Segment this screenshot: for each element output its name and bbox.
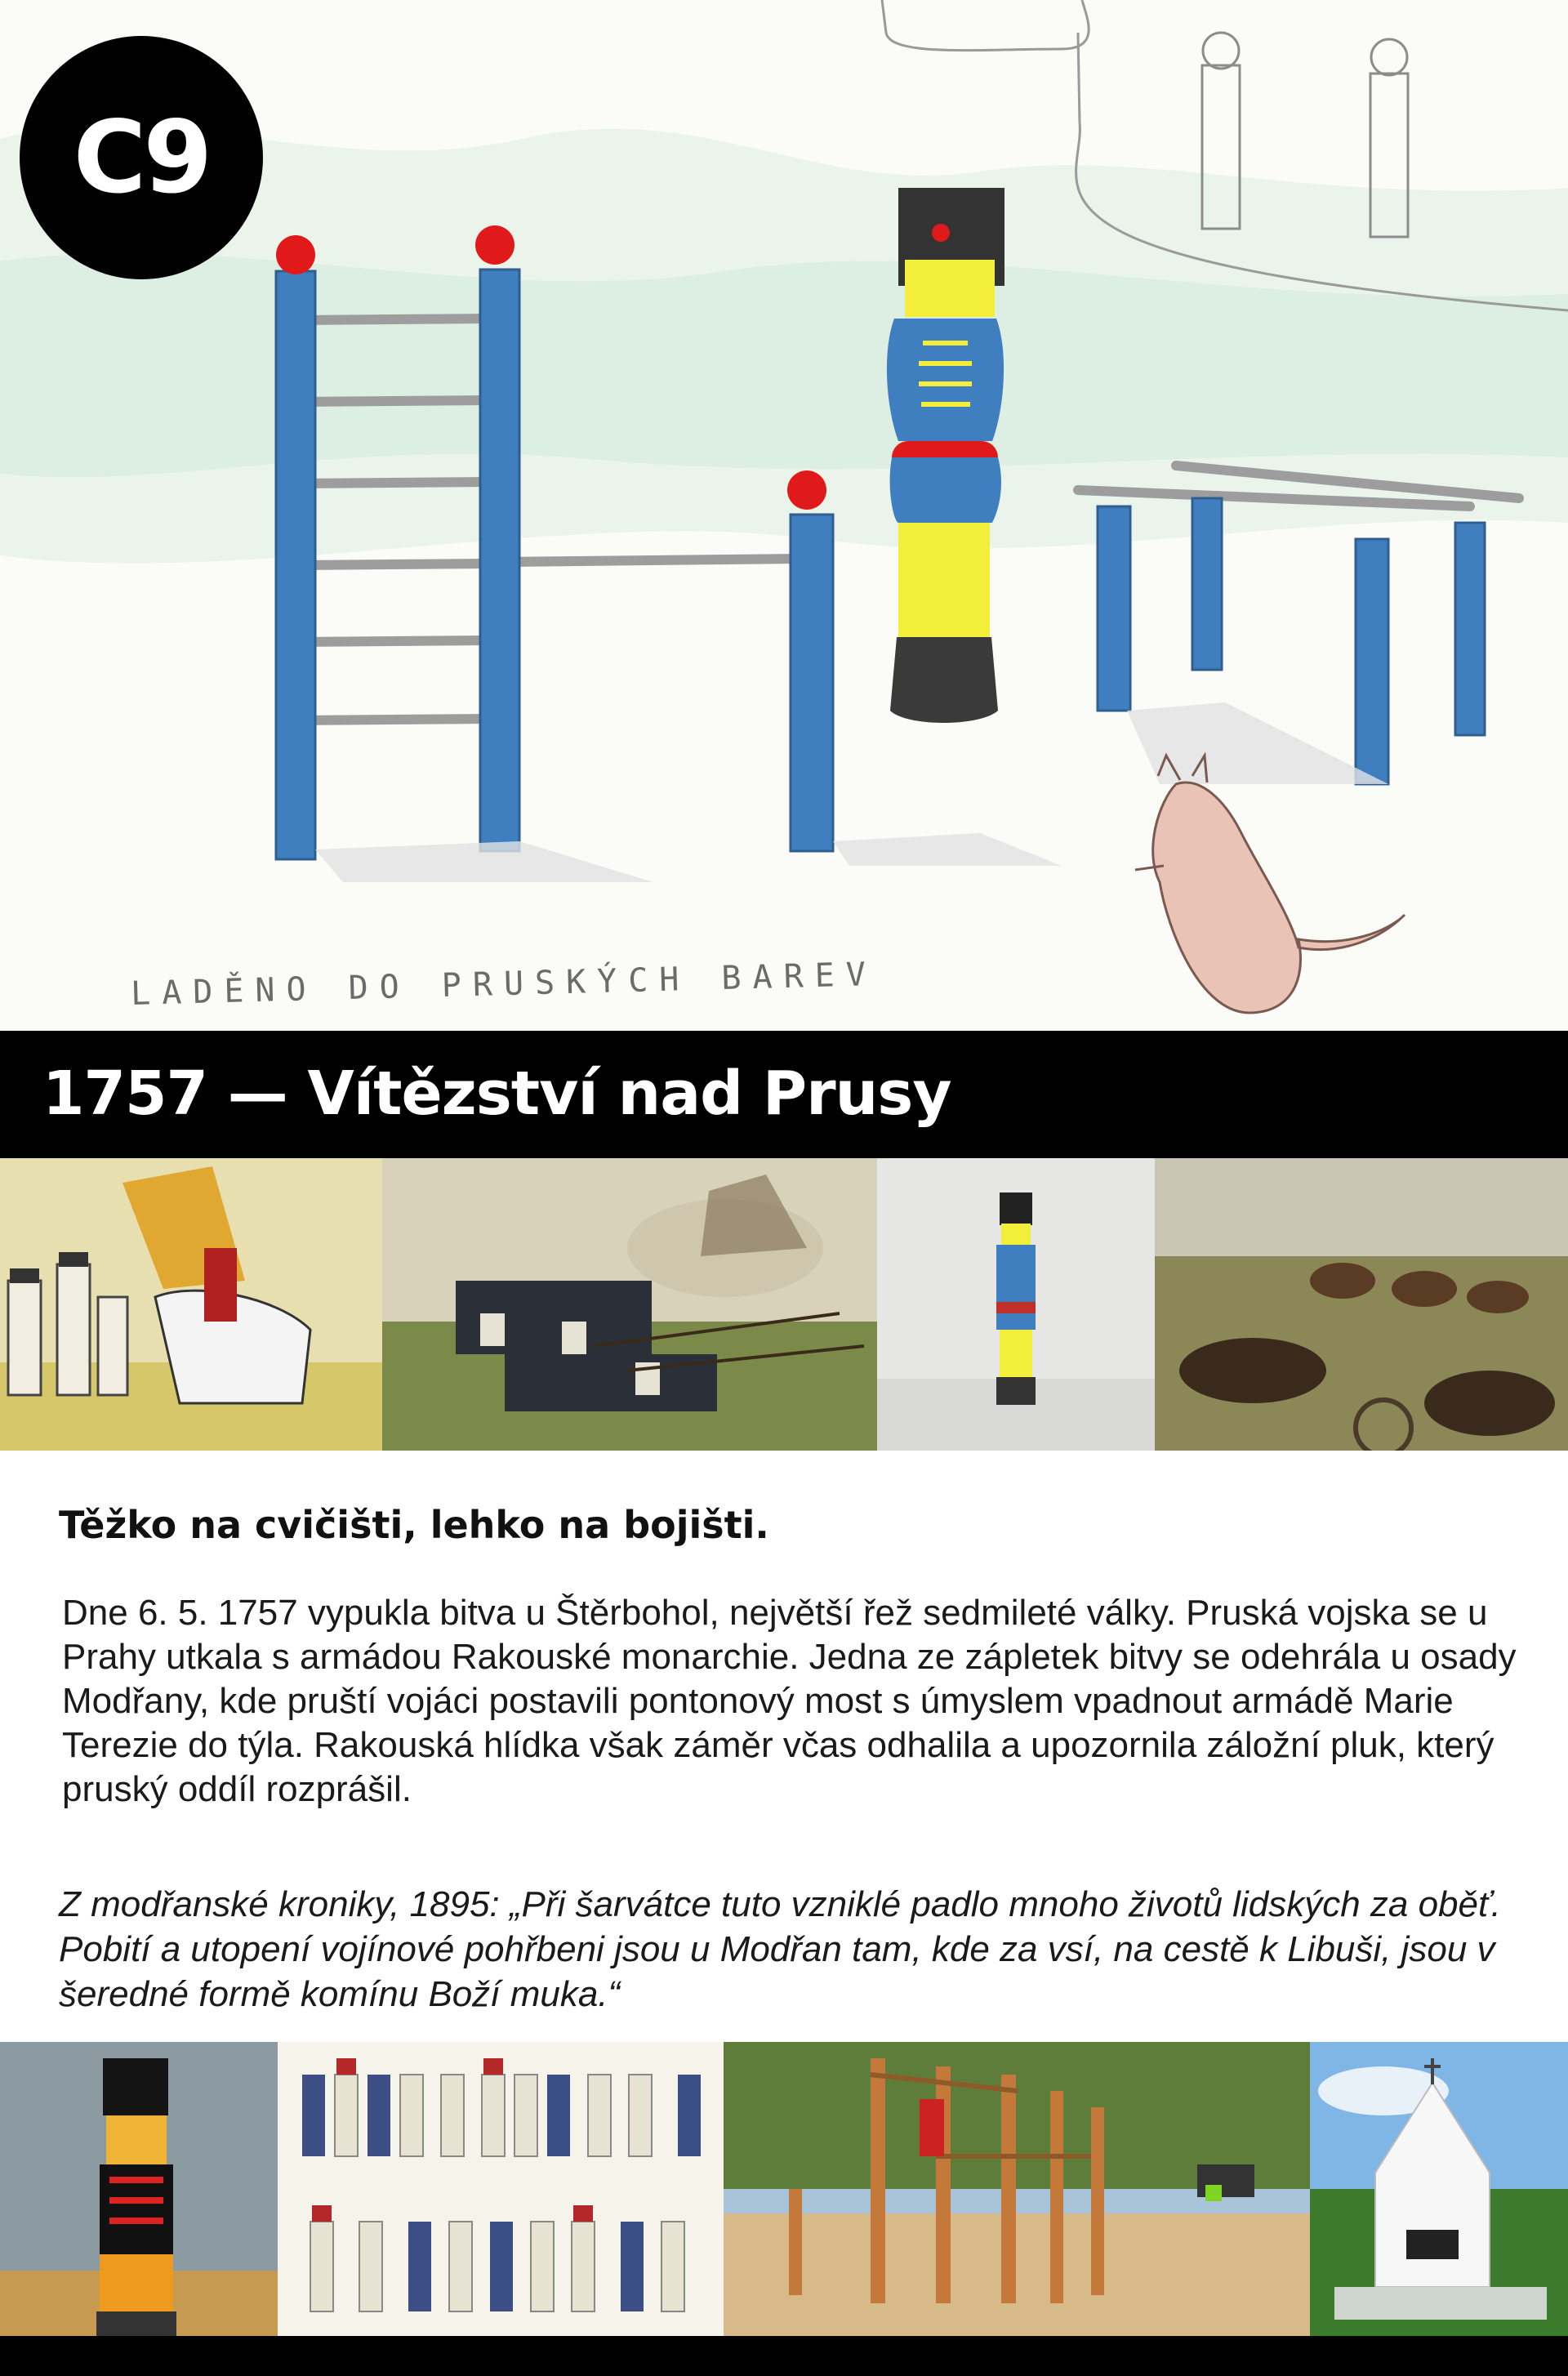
title-bar	[0, 1031, 1568, 1158]
sketch-illustration	[0, 0, 1568, 1031]
image-strip-bottom	[0, 2042, 1568, 2336]
soldier-sculpture-photo	[877, 1158, 1155, 1451]
sketch-caption: LADĚNO DO PRUSKÝCH BAREV	[130, 956, 878, 1013]
bottom-bar	[0, 2336, 1568, 2376]
illustration-austrian-cavalry	[0, 1158, 382, 1451]
chronicle-quote: Z modřanské kroniky, 1895: „Při šarvátce tuto vzniklé padlo mnoho životů lidských za oběť. Pobití a utopení vojínové pohřbeni jsou u Modřan tam, kde za vsí, na cestě k Libuši, jsou v šeredné formě komínu Boží muka.“	[59, 1884, 1501, 2014]
image-strip-top	[0, 1158, 1568, 1451]
page-title: 1757 — Vítězství nad Prusy	[42, 1059, 951, 1129]
uniform-illustrations	[278, 2042, 724, 2336]
section-badge: C9	[20, 36, 263, 279]
workout-park-photo	[724, 2042, 1310, 2336]
painting-battle-infantry	[382, 1158, 877, 1451]
wooden-soldier-toy-photo	[0, 2042, 278, 2336]
body-text: Dne 6. 5. 1757 vypukla bitva u Štěrbohol, největší řež sedmileté války. Pruská vojska se u Prahy utkala s armádou Rakouské monarchie. Jedna ze zápletek bitvy se odehrála u osady Modřany, kde pruští vojáci postavili pontonový most s úmyslem vpadnout armádě Marie Terezie do týla. Rakouská hlídka však záměr včas odhalila a upozornila záložní pluk, který pruský oddíl rozprášil.	[62, 1593, 1517, 1809]
painting-cavalry-charge	[1155, 1158, 1568, 1451]
wayside-shrine-photo	[1310, 2042, 1568, 2336]
subheading: Těžko na cvičišti, lehko na bojišti.	[59, 1503, 769, 1547]
